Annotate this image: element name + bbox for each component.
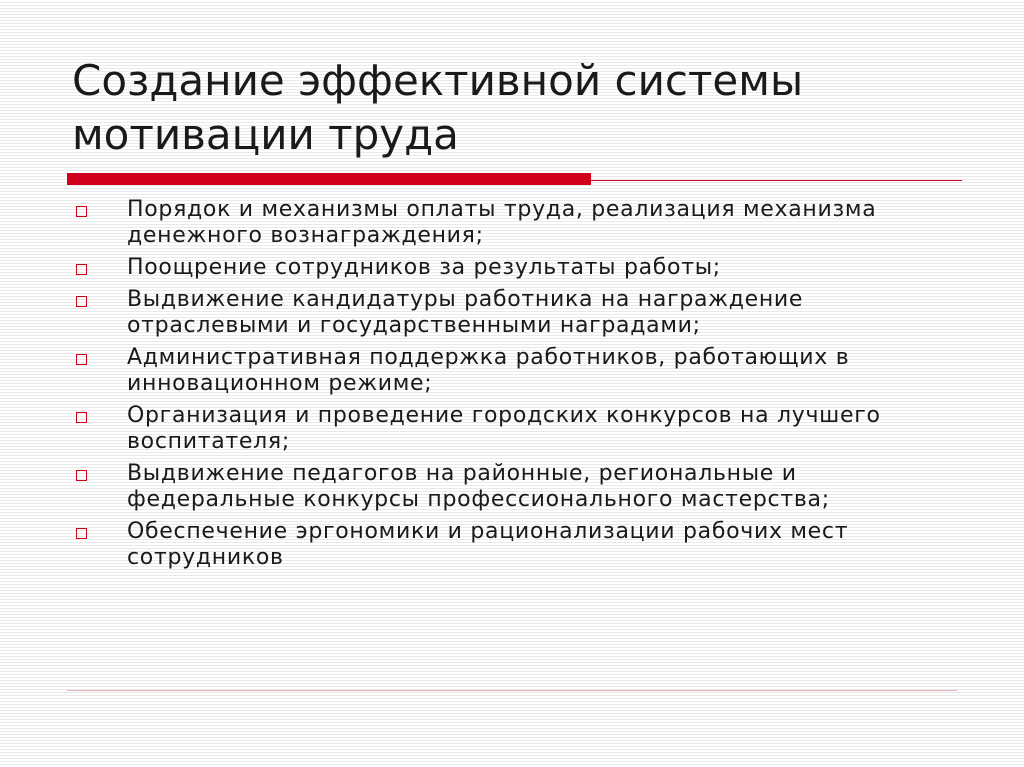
slide-title: Создание эффективной системы мотивации труда (72, 56, 804, 159)
list-item (74, 403, 954, 455)
hollow-square-icon (76, 206, 87, 217)
list-item-text: Организация и проведение городских конкурсов на лучшего воспитателя; (127, 403, 881, 454)
list-item (74, 287, 954, 339)
list-item (74, 519, 954, 571)
title-accent-bar (67, 173, 591, 185)
hollow-square-icon (76, 296, 87, 307)
bullet-list (74, 197, 954, 577)
hollow-square-icon (76, 354, 87, 365)
footer-divider (67, 690, 957, 691)
list-item-text: Обеспечение эргономики и рационализации рабочих мест сотрудников (127, 519, 849, 570)
list-item (74, 197, 954, 249)
list-item-text: Административная поддержка работников, работающих в инновационном режиме; (127, 345, 850, 396)
list-item (74, 461, 954, 513)
list-item-text: Порядок и механизмы оплаты труда, реализация механизма денежного вознаграждения; (127, 197, 877, 248)
hollow-square-icon (76, 470, 87, 481)
list-item-text: Выдвижение педагогов на районные, региональные и федеральные конкурсы профессионального мастерства; (127, 461, 830, 512)
list-item-text: Выдвижение кандидатуры работника на награждение отраслевыми и государственными наградами; (127, 287, 804, 338)
hollow-square-icon (76, 264, 87, 275)
list-item-text: Поощрение сотрудников за результаты работы; (127, 255, 721, 280)
list-item (74, 345, 954, 397)
list-item (74, 255, 954, 281)
hollow-square-icon (76, 528, 87, 539)
hollow-square-icon (76, 412, 87, 423)
